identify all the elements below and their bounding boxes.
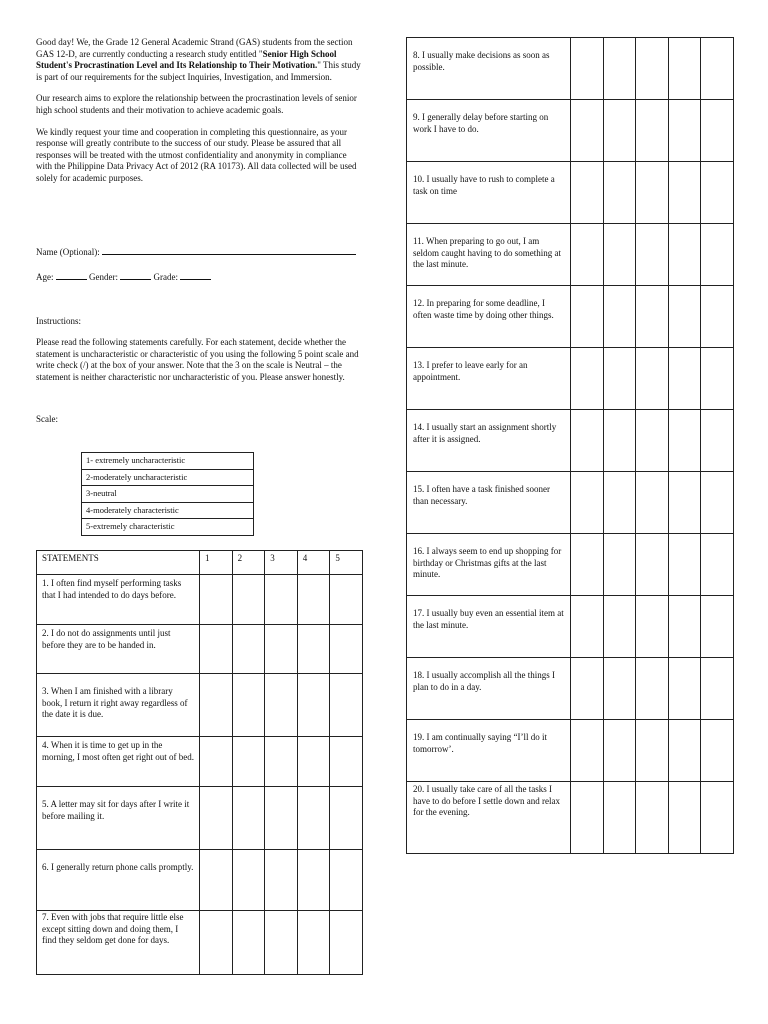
statement-row	[407, 410, 734, 472]
scale-item: 4-moderately characteristic	[82, 502, 254, 519]
check-box[interactable]	[200, 911, 233, 975]
scale-legend-table	[81, 452, 254, 536]
scale-col-header: 4	[297, 551, 330, 575]
statement-row	[37, 850, 363, 911]
check-box[interactable]	[668, 596, 701, 658]
intro-paragraph-3: We kindly request your time and cooperation in completing this questionnaire, as your response will greatly contribute to the success of our study. Please be assured that all responses will be treated with the utmost confidentiality and anonymity in compliance with the Philippine Data Privacy Act of 2012 (RA 10173). All data collected will be used solely for academic purposes.	[36, 126, 357, 183]
check-box[interactable]	[571, 782, 604, 854]
statement-text: 12. In preparing for some deadline, I often waste time by doing other things.	[407, 286, 571, 348]
check-box[interactable]	[265, 575, 298, 625]
check-box[interactable]	[668, 286, 701, 348]
statement-row	[407, 162, 734, 224]
statement-row	[37, 674, 363, 737]
check-box[interactable]	[265, 787, 298, 850]
check-box[interactable]	[265, 737, 298, 787]
intro-text-end: " This study is part of our requirements for the subject Inquiries, Investigation, and Immersion.	[36, 60, 361, 82]
statement-text: 15. I often have a task finished sooner than necessary.	[407, 472, 571, 534]
statement-text: 13. I prefer to leave early for an appointment.	[407, 348, 571, 410]
check-box[interactable]	[200, 787, 233, 850]
check-box[interactable]	[603, 410, 636, 472]
statement-row	[407, 782, 734, 854]
check-box[interactable]	[330, 575, 363, 625]
check-box[interactable]	[265, 850, 298, 911]
statement-row	[407, 286, 734, 348]
statement-text: 14. I usually start an assignment shortly after it is assigned.	[407, 410, 571, 472]
check-box[interactable]	[668, 38, 701, 100]
check-box[interactable]	[701, 782, 734, 854]
statement-row	[37, 911, 363, 975]
check-box[interactable]	[603, 100, 636, 162]
statement-text: 20. I usually take care of all the tasks I have to do before I settle down and relax for the evening.	[407, 782, 571, 854]
check-box[interactable]	[571, 286, 604, 348]
check-box[interactable]	[668, 658, 701, 720]
check-box[interactable]	[297, 575, 330, 625]
check-box[interactable]	[636, 348, 669, 410]
check-box[interactable]	[636, 782, 669, 854]
check-box[interactable]	[571, 348, 604, 410]
check-box[interactable]	[668, 100, 701, 162]
check-box[interactable]	[232, 737, 265, 787]
check-box[interactable]	[200, 737, 233, 787]
grade-blank[interactable]	[180, 270, 211, 280]
check-box[interactable]	[571, 596, 604, 658]
check-box[interactable]	[265, 911, 298, 975]
statement-row	[37, 787, 363, 850]
check-box[interactable]	[603, 658, 636, 720]
intro-paragraph-2: Our research aims to explore the relationship between the procrastination levels of senior high school students and their motivation to achieve academic goals.	[36, 93, 357, 115]
check-box[interactable]	[603, 38, 636, 100]
scale-col-header: 2	[232, 551, 265, 575]
statement-row	[407, 100, 734, 162]
statement-text: 17. I usually buy even an essential item at the last minute.	[407, 596, 571, 658]
check-box[interactable]	[603, 782, 636, 854]
check-box[interactable]	[603, 720, 636, 782]
statements-table-right	[406, 37, 734, 854]
check-box[interactable]	[701, 410, 734, 472]
check-box[interactable]	[603, 224, 636, 286]
statement-row	[407, 472, 734, 534]
check-box[interactable]	[668, 720, 701, 782]
statement-text: 9. I generally delay before starting on work I have to do.	[407, 100, 571, 162]
statement-text: 11. When preparing to go out, I am seldom caught having to do something at the last minute.	[407, 224, 571, 286]
statement-row	[37, 737, 363, 787]
check-box[interactable]	[571, 410, 604, 472]
check-box[interactable]	[330, 625, 363, 674]
statement-row	[407, 596, 734, 658]
check-box[interactable]	[603, 534, 636, 596]
name-field-row	[36, 245, 356, 259]
statement-row	[407, 534, 734, 596]
statements-table-left	[36, 550, 363, 975]
statement-text: 6. I generally return phone calls promptly.	[37, 850, 200, 911]
check-box[interactable]	[232, 674, 265, 737]
check-box[interactable]	[330, 674, 363, 737]
gender-label: Gender:	[89, 272, 118, 282]
scale-label: Scale:	[36, 414, 58, 424]
age-blank[interactable]	[56, 270, 87, 280]
gender-blank[interactable]	[120, 270, 151, 280]
scale-col-header: 1	[200, 551, 233, 575]
table-header-row	[37, 551, 363, 575]
check-box[interactable]	[668, 782, 701, 854]
statement-text: 1. I often find myself performing tasks that I had intended to do days before.	[37, 575, 200, 625]
check-box[interactable]	[636, 410, 669, 472]
scale-item: 5-extremely characteristic	[82, 519, 254, 536]
check-box[interactable]	[603, 162, 636, 224]
study-title: Senior High School Student's Procrastination Level and Its Relationship to Their Motivation.	[36, 48, 337, 71]
check-box[interactable]	[636, 596, 669, 658]
age-label: Age:	[36, 272, 54, 282]
scale-item: 1- extremely uncharacteristic	[82, 453, 254, 470]
check-box[interactable]	[701, 596, 734, 658]
statement-text: 2. I do not do assignments until just before they are to be handed in.	[37, 625, 200, 674]
instructions-label: Instructions:	[36, 316, 81, 326]
check-box[interactable]	[330, 787, 363, 850]
check-box[interactable]	[701, 658, 734, 720]
check-box[interactable]	[232, 911, 265, 975]
check-box[interactable]	[668, 410, 701, 472]
name-blank[interactable]	[102, 245, 356, 255]
check-box[interactable]	[701, 534, 734, 596]
check-box[interactable]	[297, 850, 330, 911]
statement-row	[407, 720, 734, 782]
check-box[interactable]	[200, 850, 233, 911]
statement-text: 4. When it is time to get up in the morning, I most often get right out of bed.	[37, 737, 200, 787]
scale-col-header: 5	[330, 551, 363, 575]
check-box[interactable]	[701, 38, 734, 100]
statement-text: 16. I always seem to end up shopping for birthday or Christmas gifts at the last minute.	[407, 534, 571, 596]
check-box[interactable]	[571, 224, 604, 286]
statement-text: 10. I usually have to rush to complete a task on time	[407, 162, 571, 224]
check-box[interactable]	[265, 625, 298, 674]
intro-text-start: Good day! We, the Grade 12 General Academic Strand (GAS) students from the section GAS 12-D, are currently conducting a research study entitled "	[36, 37, 353, 59]
check-box[interactable]	[668, 224, 701, 286]
check-box[interactable]	[232, 625, 265, 674]
check-box[interactable]	[636, 100, 669, 162]
check-box[interactable]	[232, 575, 265, 625]
check-box[interactable]	[701, 348, 734, 410]
intro-paragraph-1	[36, 37, 362, 83]
scale-item: 2-moderately uncharacteristic	[82, 469, 254, 486]
check-box[interactable]	[668, 534, 701, 596]
statement-text: 19. I am continually saying “I’ll do it tomorrow’.	[407, 720, 571, 782]
check-box[interactable]	[200, 674, 233, 737]
instructions-text: Please read the following statements carefully. For each statement, decide whether the statement is uncharacteristic or characteristic of you using the following 5 point scale and write check (/) at the box of your answer. Note that the 3 on the scale is Neutral – the statement is neither characteristic nor uncharacteristic of you. Please answer honestly.	[36, 337, 359, 382]
check-box[interactable]	[200, 575, 233, 625]
check-box[interactable]	[603, 348, 636, 410]
check-box[interactable]	[330, 850, 363, 911]
check-box[interactable]	[668, 472, 701, 534]
check-box[interactable]	[297, 625, 330, 674]
statement-text: 7. Even with jobs that require little else except sitting down and doing them, I find they seldom get done for days.	[37, 911, 200, 975]
check-box[interactable]	[668, 348, 701, 410]
check-box[interactable]	[571, 100, 604, 162]
check-box[interactable]	[232, 787, 265, 850]
check-box[interactable]	[636, 534, 669, 596]
check-box[interactable]	[636, 472, 669, 534]
check-box[interactable]	[636, 38, 669, 100]
check-box[interactable]	[636, 224, 669, 286]
check-box[interactable]	[636, 720, 669, 782]
check-box[interactable]	[571, 162, 604, 224]
statement-text: 18. I usually accomplish all the things I plan to do in a day.	[407, 658, 571, 720]
statement-row	[407, 224, 734, 286]
check-box[interactable]	[701, 286, 734, 348]
scale-item: 3-neutral	[82, 486, 254, 503]
check-box[interactable]	[265, 674, 298, 737]
check-box[interactable]	[701, 162, 734, 224]
statement-row	[37, 575, 363, 625]
check-box[interactable]	[330, 737, 363, 787]
check-box[interactable]	[571, 472, 604, 534]
check-box[interactable]	[571, 658, 604, 720]
check-box[interactable]	[297, 787, 330, 850]
check-box[interactable]	[571, 534, 604, 596]
statements-header: STATEMENTS	[37, 551, 200, 575]
check-box[interactable]	[571, 720, 604, 782]
statement-row	[407, 348, 734, 410]
check-box[interactable]	[701, 472, 734, 534]
check-box[interactable]	[668, 162, 701, 224]
statement-text: 3. When I am finished with a library book, I return it right away regardless of the date it is due.	[37, 674, 200, 737]
name-label: Name (Optional):	[36, 247, 100, 257]
check-box[interactable]	[701, 100, 734, 162]
check-box[interactable]	[297, 674, 330, 737]
check-box[interactable]	[636, 162, 669, 224]
statement-row	[407, 658, 734, 720]
check-box[interactable]	[200, 625, 233, 674]
check-box[interactable]	[297, 737, 330, 787]
check-box[interactable]	[701, 224, 734, 286]
intro-section	[36, 37, 362, 195]
check-box[interactable]	[603, 472, 636, 534]
check-box[interactable]	[603, 286, 636, 348]
check-box[interactable]	[636, 658, 669, 720]
demographics-row	[36, 270, 211, 284]
statement-text: 8. I usually make decisions as soon as possible.	[407, 38, 571, 100]
scale-col-header: 3	[265, 551, 298, 575]
check-box[interactable]	[297, 911, 330, 975]
check-box[interactable]	[636, 286, 669, 348]
check-box[interactable]	[701, 720, 734, 782]
check-box[interactable]	[603, 596, 636, 658]
check-box[interactable]	[330, 911, 363, 975]
grade-label: Grade:	[153, 272, 178, 282]
statement-row	[37, 625, 363, 674]
check-box[interactable]	[571, 38, 604, 100]
check-box[interactable]	[232, 850, 265, 911]
statement-row	[407, 38, 734, 100]
statement-text: 5. A letter may sit for days after I write it before mailing it.	[37, 787, 200, 850]
